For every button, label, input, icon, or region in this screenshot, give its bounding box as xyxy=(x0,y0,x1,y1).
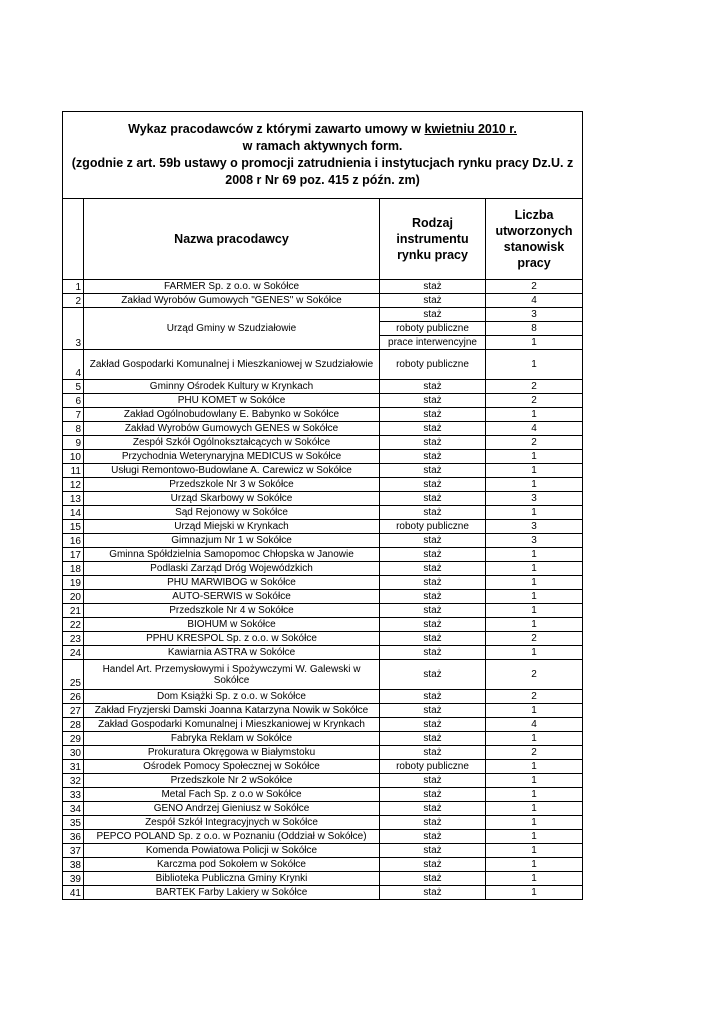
row-number: 36 xyxy=(63,830,84,844)
row-number: 10 xyxy=(63,450,84,464)
instrument-type: staż xyxy=(380,830,486,844)
positions-count: 1 xyxy=(486,886,583,900)
positions-count: 1 xyxy=(486,732,583,746)
employer-name: Zakład Wyrobów Gumowych "GENES" w Sokółce xyxy=(84,294,380,308)
instrument-type: staż xyxy=(380,576,486,590)
row-number: 35 xyxy=(63,816,84,830)
employer-name: Zespół Szkół Integracyjnych w Sokółce xyxy=(84,816,380,830)
instrument-type: staż xyxy=(380,308,486,322)
table-row xyxy=(63,308,583,322)
row-number: 5 xyxy=(63,380,84,394)
employer-name: Karczma pod Sokołem w Sokółce xyxy=(84,858,380,872)
instrument-type: prace interwencyjne xyxy=(380,336,486,350)
positions-count: 2 xyxy=(486,394,583,408)
table-row xyxy=(63,660,583,690)
employer-table xyxy=(62,111,583,900)
employer-name: Gimnazjum Nr 1 w Sokółce xyxy=(84,534,380,548)
employer-name: Biblioteka Publiczna Gminy Krynki xyxy=(84,872,380,886)
employer-name: Zakład Gospodarki Komunalnej i Mieszkaniowej w Krynkach xyxy=(84,718,380,732)
instrument-type: staż xyxy=(380,590,486,604)
instrument-type: staż xyxy=(380,436,486,450)
row-number: 21 xyxy=(63,604,84,618)
header-employer-name: Nazwa pracodawcy xyxy=(84,199,380,280)
table-row xyxy=(63,562,583,576)
row-number: 13 xyxy=(63,492,84,506)
positions-count: 2 xyxy=(486,690,583,704)
header-instrument: Rodzaj instrumentu rynku pracy xyxy=(380,199,486,280)
row-number: 25 xyxy=(63,660,84,690)
row-number: 27 xyxy=(63,704,84,718)
table-row xyxy=(63,478,583,492)
row-number: 26 xyxy=(63,690,84,704)
table-row xyxy=(63,746,583,760)
row-number: 24 xyxy=(63,646,84,660)
employer-name: PHU KOMET w Sokółce xyxy=(84,394,380,408)
instrument-type: staż xyxy=(380,394,486,408)
title-line1-prefix: Wykaz pracodawców z którymi zawarto umowy w xyxy=(128,122,425,136)
positions-count: 1 xyxy=(486,464,583,478)
table-row xyxy=(63,802,583,816)
employer-name: Prokuratura Okręgowa w Białymstoku xyxy=(84,746,380,760)
row-number: 19 xyxy=(63,576,84,590)
instrument-type: staż xyxy=(380,718,486,732)
table-row xyxy=(63,436,583,450)
positions-count: 2 xyxy=(486,632,583,646)
instrument-type: staż xyxy=(380,632,486,646)
instrument-type: staż xyxy=(380,704,486,718)
table-row xyxy=(63,548,583,562)
row-number: 15 xyxy=(63,520,84,534)
positions-count: 1 xyxy=(486,802,583,816)
table-row xyxy=(63,732,583,746)
employer-name: Przedszkole Nr 3 w Sokółce xyxy=(84,478,380,492)
table-row xyxy=(63,858,583,872)
title-line2: w ramach aktywnych form. xyxy=(242,139,403,153)
table-row xyxy=(63,618,583,632)
employer-name: BARTEK Farby Lakiery w Sokółce xyxy=(84,886,380,900)
instrument-type: staż xyxy=(380,408,486,422)
employer-name: BIOHUM w Sokółce xyxy=(84,618,380,632)
title-line3: (zgodnie z art. 59b ustawy o promocji zatrudnienia i instytucjach rynku pracy Dz.U. z 2008 r Nr 69 poz. 415 z późn. zm) xyxy=(71,156,574,187)
positions-count: 1 xyxy=(486,408,583,422)
positions-count: 1 xyxy=(486,548,583,562)
instrument-type: staż xyxy=(380,450,486,464)
instrument-type: staż xyxy=(380,844,486,858)
employer-name: Zespół Szkół Ogólnokształcących w Sokółce xyxy=(84,436,380,450)
employer-name: Komenda Powiatowa Policji w Sokółce xyxy=(84,844,380,858)
instrument-type: staż xyxy=(380,280,486,294)
row-number: 39 xyxy=(63,872,84,886)
table-row xyxy=(63,576,583,590)
positions-count: 1 xyxy=(486,350,583,380)
table-row xyxy=(63,816,583,830)
employer-name: Ośrodek Pomocy Społecznej w Sokółce xyxy=(84,760,380,774)
employer-name: Urząd Skarbowy w Sokółce xyxy=(84,492,380,506)
positions-count: 1 xyxy=(486,858,583,872)
row-number: 32 xyxy=(63,774,84,788)
header-positions-count: Liczba utworzonych stanowisk pracy xyxy=(486,199,583,280)
table-row xyxy=(63,844,583,858)
row-number: 28 xyxy=(63,718,84,732)
instrument-type: staż xyxy=(380,858,486,872)
employer-name: FARMER Sp. z o.o. w Sokółce xyxy=(84,280,380,294)
table-row xyxy=(63,718,583,732)
employer-name: Urząd Gminy w Szudziałowie xyxy=(84,308,380,350)
instrument-type: staż xyxy=(380,690,486,704)
instrument-type: staż xyxy=(380,492,486,506)
positions-count: 3 xyxy=(486,534,583,548)
table-row xyxy=(63,534,583,548)
instrument-type: staż xyxy=(380,380,486,394)
table-row xyxy=(63,872,583,886)
row-number: 41 xyxy=(63,886,84,900)
positions-count: 1 xyxy=(486,816,583,830)
instrument-type: staż xyxy=(380,562,486,576)
table-row xyxy=(63,760,583,774)
positions-count: 4 xyxy=(486,718,583,732)
row-number: 34 xyxy=(63,802,84,816)
table-row xyxy=(63,646,583,660)
instrument-type: staż xyxy=(380,618,486,632)
table-row xyxy=(63,788,583,802)
instrument-type: staż xyxy=(380,464,486,478)
row-number: 22 xyxy=(63,618,84,632)
table-row xyxy=(63,350,583,380)
row-number: 17 xyxy=(63,548,84,562)
positions-count: 1 xyxy=(486,478,583,492)
employer-name: Gminny Ośrodek Kultury w Krynkach xyxy=(84,380,380,394)
instrument-type: staż xyxy=(380,660,486,690)
row-number: 9 xyxy=(63,436,84,450)
positions-count: 2 xyxy=(486,746,583,760)
positions-count: 4 xyxy=(486,294,583,308)
positions-count: 2 xyxy=(486,380,583,394)
employer-name: Usługi Remontowo-Budowlane A. Carewicz w Sokółce xyxy=(84,464,380,478)
table-row xyxy=(63,450,583,464)
document-title xyxy=(63,112,583,199)
header-row xyxy=(63,199,583,280)
positions-count: 1 xyxy=(486,704,583,718)
table-row xyxy=(63,690,583,704)
row-number: 33 xyxy=(63,788,84,802)
instrument-type: staż xyxy=(380,506,486,520)
employer-name: Kawiarnia ASTRA w Sokółce xyxy=(84,646,380,660)
employer-name: Zakład Ogólnobudowlany E. Babynko w Sokółce xyxy=(84,408,380,422)
table-row xyxy=(63,704,583,718)
positions-count: 1 xyxy=(486,562,583,576)
header-number xyxy=(63,199,84,280)
instrument-type: staż xyxy=(380,886,486,900)
positions-count: 3 xyxy=(486,520,583,534)
employer-name: Handel Art. Przemysłowymi i Spożywczymi W. Galewski w Sokółce xyxy=(84,660,380,690)
row-number: 14 xyxy=(63,506,84,520)
positions-count: 1 xyxy=(486,576,583,590)
table-row xyxy=(63,886,583,900)
instrument-type: staż xyxy=(380,294,486,308)
instrument-type: staż xyxy=(380,422,486,436)
row-number: 4 xyxy=(63,350,84,380)
employer-name: Przedszkole Nr 2 wSokółce xyxy=(84,774,380,788)
row-number: 23 xyxy=(63,632,84,646)
table-row xyxy=(63,394,583,408)
employer-name: Przychodnia Weterynaryjna MEDICUS w Sokółce xyxy=(84,450,380,464)
instrument-type: roboty publiczne xyxy=(380,520,486,534)
instrument-type: roboty publiczne xyxy=(380,760,486,774)
positions-count: 1 xyxy=(486,336,583,350)
instrument-type: staż xyxy=(380,816,486,830)
instrument-type: staż xyxy=(380,732,486,746)
row-number: 29 xyxy=(63,732,84,746)
positions-count: 1 xyxy=(486,506,583,520)
employer-name: Przedszkole Nr 4 w Sokółce xyxy=(84,604,380,618)
row-number: 31 xyxy=(63,760,84,774)
positions-count: 1 xyxy=(486,788,583,802)
employer-name: Podlaski Zarząd Dróg Wojewódzkich xyxy=(84,562,380,576)
table-row xyxy=(63,280,583,294)
positions-count: 1 xyxy=(486,774,583,788)
row-number: 16 xyxy=(63,534,84,548)
row-number: 1 xyxy=(63,280,84,294)
table-row xyxy=(63,632,583,646)
employer-name: Zakład Fryzjerski Damski Joanna Katarzyna Nowik w Sokółce xyxy=(84,704,380,718)
employer-list-document xyxy=(62,111,582,900)
employer-name: PPHU KRESPOL Sp. z o.o. w Sokółce xyxy=(84,632,380,646)
row-number: 18 xyxy=(63,562,84,576)
table-row xyxy=(63,520,583,534)
table-row xyxy=(63,380,583,394)
employer-name: PHU MARWIBOG w Sokółce xyxy=(84,576,380,590)
instrument-type: staż xyxy=(380,802,486,816)
employer-name: AUTO-SERWIS w Sokółce xyxy=(84,590,380,604)
positions-count: 8 xyxy=(486,322,583,336)
instrument-type: staż xyxy=(380,788,486,802)
table-row xyxy=(63,464,583,478)
positions-count: 1 xyxy=(486,590,583,604)
employer-name: GENO Andrzej Gieniusz w Sokółce xyxy=(84,802,380,816)
positions-count: 1 xyxy=(486,872,583,886)
employer-name: Zakład Wyrobów Gumowych GENES w Sokółce xyxy=(84,422,380,436)
positions-count: 2 xyxy=(486,280,583,294)
row-number: 38 xyxy=(63,858,84,872)
table-row xyxy=(63,506,583,520)
row-number: 3 xyxy=(63,308,84,350)
positions-count: 2 xyxy=(486,660,583,690)
instrument-type: staż xyxy=(380,534,486,548)
employer-name: Sąd Rejonowy w Sokółce xyxy=(84,506,380,520)
row-number: 8 xyxy=(63,422,84,436)
table-row xyxy=(63,492,583,506)
positions-count: 1 xyxy=(486,618,583,632)
title-month: kwietniu 2010 r. xyxy=(424,122,517,136)
row-number: 7 xyxy=(63,408,84,422)
employer-name: Zakład Gospodarki Komunalnej i Mieszkaniowej w Szudziałowie xyxy=(84,350,380,380)
table-row xyxy=(63,294,583,308)
employer-name: Urząd Miejski w Krynkach xyxy=(84,520,380,534)
instrument-type: staż xyxy=(380,548,486,562)
positions-count: 1 xyxy=(486,760,583,774)
instrument-type: staż xyxy=(380,746,486,760)
positions-count: 1 xyxy=(486,450,583,464)
instrument-type: roboty publiczne xyxy=(380,350,486,380)
row-number: 11 xyxy=(63,464,84,478)
table-row xyxy=(63,774,583,788)
row-number: 6 xyxy=(63,394,84,408)
positions-count: 4 xyxy=(486,422,583,436)
employer-name: Gminna Spółdzielnia Samopomoc Chłopska w Janowie xyxy=(84,548,380,562)
positions-count: 1 xyxy=(486,830,583,844)
table-row xyxy=(63,408,583,422)
positions-count: 3 xyxy=(486,492,583,506)
row-number: 12 xyxy=(63,478,84,492)
instrument-type: staż xyxy=(380,872,486,886)
positions-count: 1 xyxy=(486,844,583,858)
table-row xyxy=(63,830,583,844)
table-row xyxy=(63,604,583,618)
positions-count: 1 xyxy=(486,646,583,660)
instrument-type: staż xyxy=(380,604,486,618)
positions-count: 3 xyxy=(486,308,583,322)
row-number: 20 xyxy=(63,590,84,604)
table-row xyxy=(63,422,583,436)
instrument-type: staż xyxy=(380,774,486,788)
positions-count: 1 xyxy=(486,604,583,618)
table-row xyxy=(63,590,583,604)
employer-name: Fabryka Reklam w Sokółce xyxy=(84,732,380,746)
instrument-type: roboty publiczne xyxy=(380,322,486,336)
instrument-type: staż xyxy=(380,478,486,492)
instrument-type: staż xyxy=(380,646,486,660)
row-number: 2 xyxy=(63,294,84,308)
employer-name: Dom Książki Sp. z o.o. w Sokółce xyxy=(84,690,380,704)
employer-name: PEPCO POLAND Sp. z o.o. w Poznaniu (Oddział w Sokółce) xyxy=(84,830,380,844)
positions-count: 2 xyxy=(486,436,583,450)
row-number: 30 xyxy=(63,746,84,760)
employer-name: Metal Fach Sp. z o.o w Sokółce xyxy=(84,788,380,802)
row-number: 37 xyxy=(63,844,84,858)
